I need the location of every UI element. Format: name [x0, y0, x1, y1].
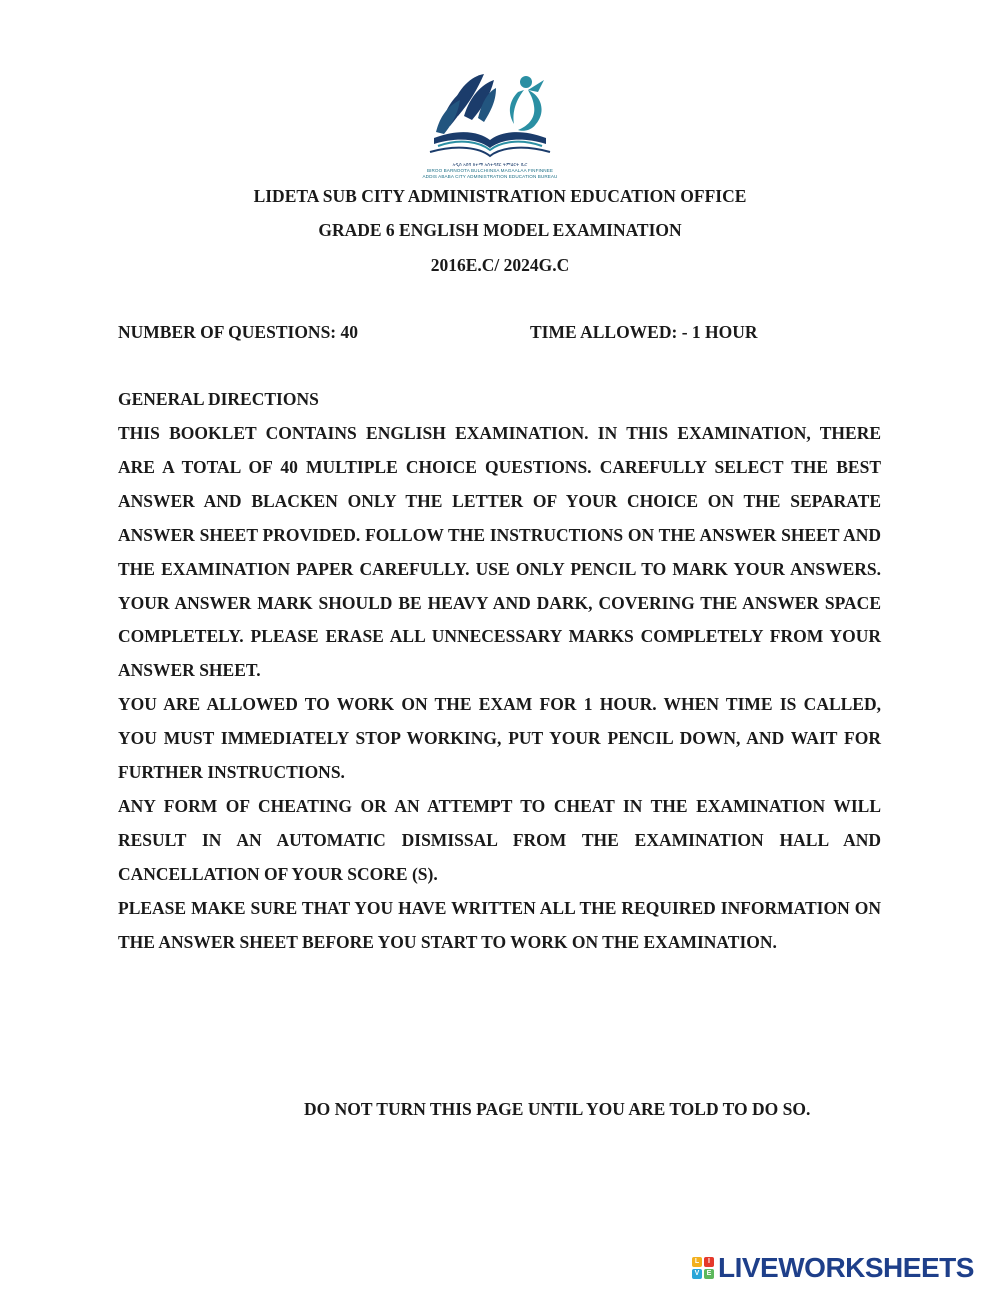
watermark-text: LIVEWORKSHEETS — [718, 1252, 974, 1283]
badge-letter: V — [692, 1269, 702, 1279]
liveworksheets-logo-icon — [692, 1257, 714, 1279]
education-bureau-logo — [420, 72, 560, 180]
badge-letter: E — [704, 1269, 714, 1279]
time-allowed: TIME ALLOWED: - 1 HOUR — [530, 322, 758, 342]
exam-title: GRADE 6 ENGLISH MODEL EXAMINATION — [318, 220, 682, 240]
logo-caption-english: ADDIS ABABA CITY ADMINISTRATION EDUCATION BUREAU — [422, 174, 558, 179]
directions-heading: GENERAL DIRECTIONS — [118, 389, 319, 409]
logo-caption-amharic: አዲስ አበባ ከተማ አስተዳደር ትምህርት ቢሮ — [452, 162, 528, 167]
exam-year: 2016E.C/ 2024G.C — [430, 255, 570, 275]
number-of-questions: NUMBER OF QUESTIONS: 40 — [118, 322, 359, 342]
do-not-turn-notice: DO NOT TURN THIS PAGE UNTIL YOU ARE TOLD TO DO SO. — [304, 1099, 811, 1119]
office-title: LIDETA SUB CITY ADMINISTRATION EDUCATION OFFICE — [253, 186, 747, 206]
directions-paragraph: YOU ARE ALLOWED TO WORK ON THE EXAM FOR 1 HOUR. WHEN TIME IS CALLED, YOU MUST IMMEDIATELY STOP WORKING, PUT YOUR PENCIL DOWN, AND WAIT FOR FURTHER INSTRUCTIONS. — [118, 694, 881, 783]
liveworksheets-watermark — [692, 1252, 974, 1284]
badge-letter: I — [704, 1257, 714, 1267]
badge-letter: L — [692, 1257, 702, 1267]
directions-paragraph: THIS BOOKLET CONTAINS ENGLISH EXAMINATION. IN THIS EXAMINATION, THERE ARE A TOTAL OF 40 MULTIPLE CHOICE QUESTIONS. CAREFULLY SELECT THE BEST ANSWER AND BLACKEN ONLY THE LETTER OF YOUR CHOICE ON THE SEPARATE ANSWER SHEET PROVIDED. FOLLOW THE INSTRUCTIONS ON THE ANSWER SHEET AND THE EXAMINATION PAPER CAREFULLY. USE ONLY PENCIL TO MARK YOUR ANSWERS. YOUR ANSWER MARK SHOULD BE HEAVY AND DARK, COVERING THE ANSWER SPACE COMPLETELY. PLEASE ERASE ALL UNNECESSARY MARKS COMPLETELY FROM YOUR ANSWER SHEET. — [118, 423, 881, 681]
open-book-emblem-icon — [420, 72, 560, 162]
directions-paragraph: PLEASE MAKE SURE THAT YOU HAVE WRITTEN ALL THE REQUIRED INFORMATION ON THE ANSWER SHEET BEFORE YOU START TO WORK ON THE EXAMINATION. — [118, 897, 881, 952]
directions-paragraph: ANY FORM OF CHEATING OR AN ATTEMPT TO CHEAT IN THE EXAMINATION WILL RESULT IN AN AUTOMATIC DISMISSAL FROM THE EXAMINATION HALL AND CANCELLATION OF YOUR SCORE (S). — [118, 795, 881, 884]
directions-body — [118, 417, 881, 960]
logo-caption-oromo: BIROO BARNOOTA BULCHIINSA MAGAALAA FINFINNEE — [426, 168, 554, 173]
